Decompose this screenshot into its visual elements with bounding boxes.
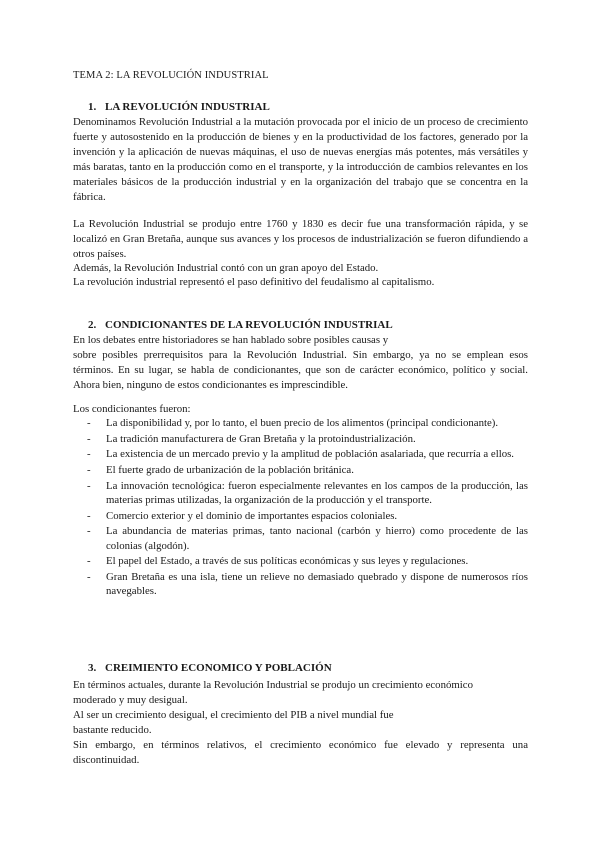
section-3-paragraph-2a: Al ser un crecimiento desigual, el crecimiento del PIB a nivel mundial fue — [73, 709, 394, 721]
section-1-paragraph-4: La revolución industrial representó el paso definitivo del feudalismo al capitalismo. — [73, 276, 435, 288]
section-3-paragraph-3: Sin embargo, en términos relativos, el crecimiento económico fue elevado y representa una discontinuidad. — [73, 739, 528, 766]
list-item: - La disponibilidad y, por lo tanto, el buen precio de los alimentos (principal condicionante). — [87, 417, 499, 429]
section-3-number: 3. — [88, 662, 97, 674]
section-2-paragraph-1a: En los debates entre historiadores se han hablado sobre posibles causas y — [73, 334, 389, 346]
list-marker: - — [87, 571, 91, 584]
document-title: TEMA 2: LA REVOLUCIÓN INDUSTRIAL — [73, 70, 269, 81]
section-3-heading — [88, 662, 332, 674]
section-1-paragraph-3: Además, la Revolución Industrial contó con un gran apoyo del Estado. — [73, 262, 379, 274]
section-2-title: CONDICIONANTES DE LA REVOLUCIÓN INDUSTRIAL — [105, 319, 393, 331]
list-marker: - — [87, 525, 91, 538]
list-marker: - — [87, 432, 91, 445]
list-item: - El fuerte grado de urbanización de la población británica. — [87, 464, 354, 477]
list-marker: - — [87, 448, 91, 461]
condicionantes-list — [87, 416, 528, 600]
section-3-title: CREIMIENTO ECONOMICO Y POBLACIÓN — [105, 662, 332, 674]
section-1-title: LA REVOLUCIÓN INDUSTRIAL — [105, 101, 270, 113]
section-2-list-intro: Los condicionantes fueron: — [73, 403, 191, 415]
list-marker: - — [87, 555, 91, 568]
list-item: - La tradición manufacturera de Gran Bretaña y la protoindustrialización. — [87, 432, 416, 445]
section-1-paragraph-1: Denominamos Revolución Industrial a la mutación provocada por el inicio de un proceso de crecimiento fuerte y autosostenido en la producción de bienes y en la productividad de los factores, generado por la invención y la aplicación de nuevas máquinas, el uso de nuevas energías más potentes, más versátiles y más baratas, tanto en la producción como en el transporte, y la introducción de cambios relevantes en los materiales básicos de la producción industrial y en la organización del trabajo que se concentra en la fábrica. — [73, 116, 528, 203]
list-item: - Comercio exterior y el dominio de importantes espacios coloniales. — [87, 509, 398, 522]
list-marker: - — [87, 479, 91, 492]
list-item: - La existencia de un mercado previo y la amplitud de población asalariada, que recurría a ellos. — [87, 448, 515, 461]
list-item: - El papel del Estado, a través de sus políticas económicas y sus leyes y regulaciones. — [87, 555, 469, 568]
section-3-paragraph-1a: En términos actuales, durante la Revolución Industrial se produjo un crecimiento económico — [73, 679, 473, 691]
list-marker: - — [87, 509, 91, 522]
list-item: - Gran Bretaña es una isla, tiene un relieve no demasiado quebrado y dispone de numerosos ríos navegables. — [87, 571, 528, 598]
section-1-paragraph-2: La Revolución Industrial se produjo entre 1760 y 1830 es decir fue una transformación rápida, y se localizó en Gran Bretaña, aunque sus avances y los procesos de industrialización se fueron difundiendo a otros países. — [73, 218, 528, 260]
list-marker: - — [87, 464, 91, 477]
section-3-paragraph-1b: moderado y muy desigual. — [73, 694, 188, 706]
list-item: - La innovación tecnológica: fueron especialmente relevantes en los campos de la producción, las materias primas utilizadas, la organización de la producción y el transporte. — [87, 479, 528, 507]
section-1-number: 1. — [88, 101, 97, 113]
section-2-heading — [88, 319, 393, 331]
list-item: - La abundancia de materias primas, tanto nacional (carbón y hierro) como procedente de las colonias (algodón). — [87, 525, 528, 552]
section-2-paragraph-1b: sobre posibles prerrequisitos para la Revolución Industrial. Sin embargo, ya no se emplean esos términos. En su lugar, se habla de condicionantes, que son de carácter económico, político y social. Ahora bien, ninguno de estos condicionantes es imprescindible. — [73, 349, 528, 391]
list-marker: - — [87, 417, 91, 429]
section-3-paragraph-2b: bastante reducido. — [73, 724, 152, 736]
section-2-number: 2. — [88, 319, 97, 331]
section-1-heading — [88, 101, 270, 113]
